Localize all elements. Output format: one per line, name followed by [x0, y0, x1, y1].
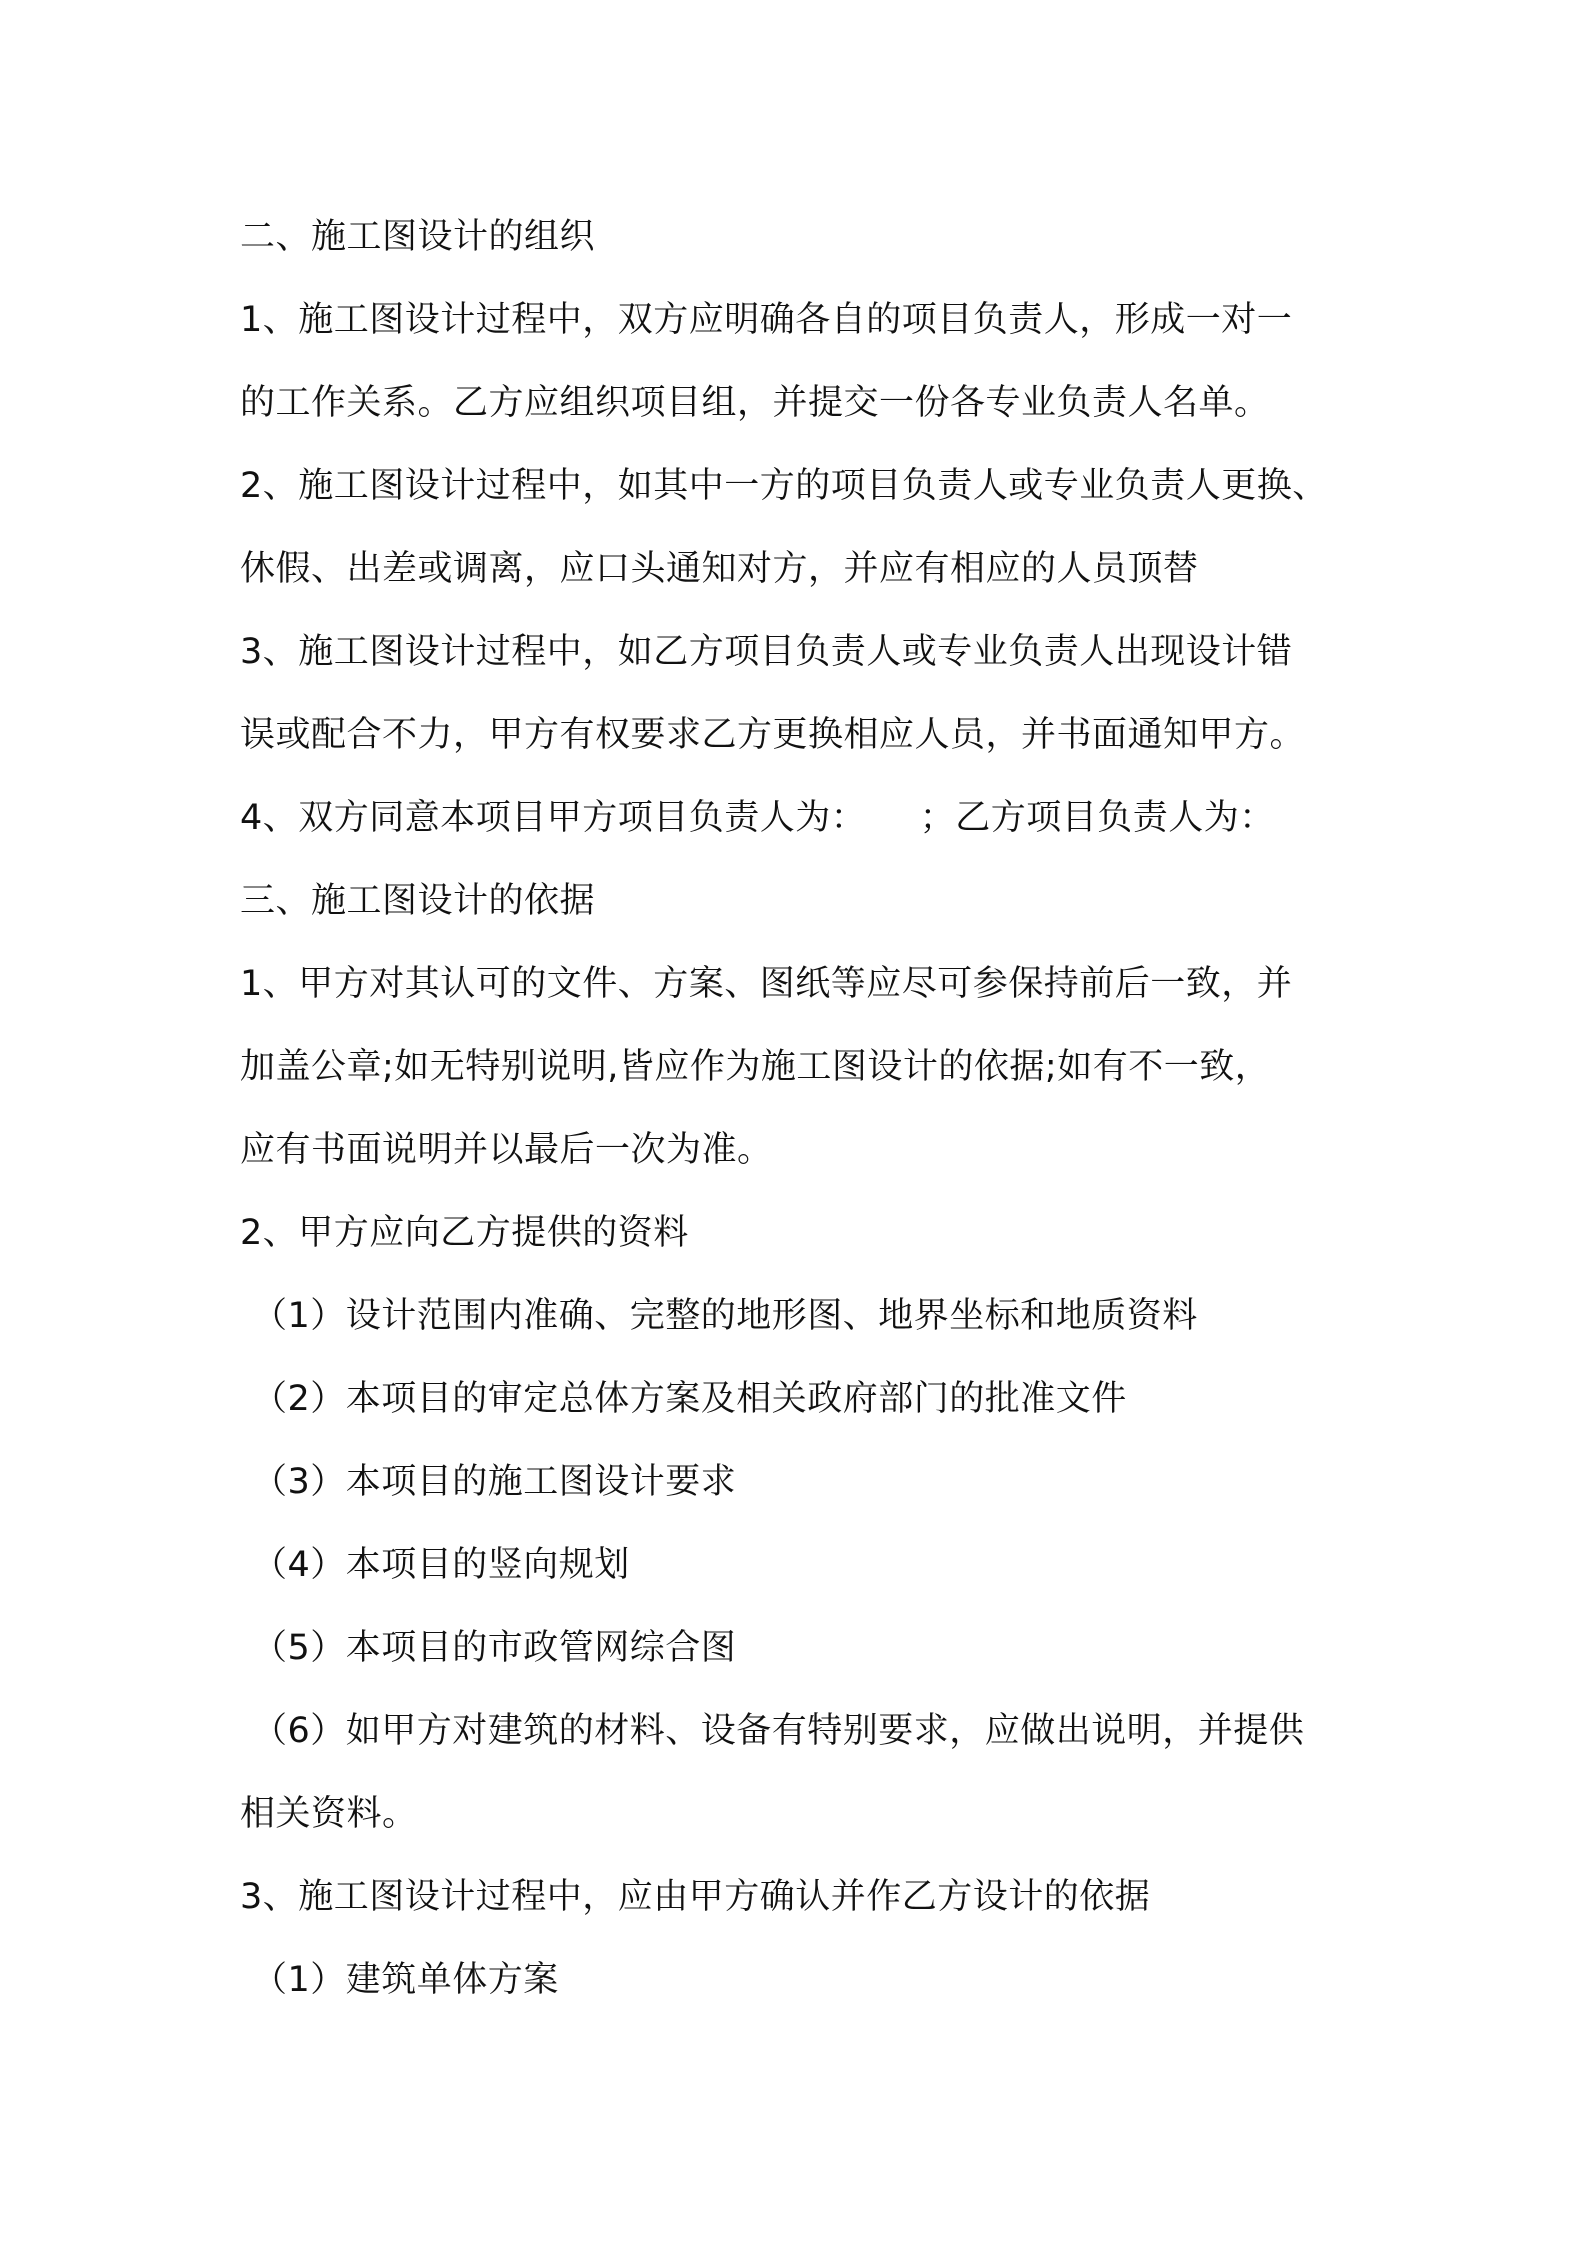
paragraph-line: 2、施工图设计过程中，如其中一方的项目负责人或专业负责人更换、	[240, 466, 1328, 506]
paragraph-line: 3、施工图设计过程中，如乙方项目负责人或专业负责人出现设计错	[240, 632, 1293, 672]
document-body	[240, 196, 1370, 2022]
section-heading: 二、施工图设计的组织	[240, 217, 596, 257]
list-item: （5）本项目的市政管网综合图	[252, 1628, 737, 1668]
list-item: （1）建筑单体方案	[252, 1960, 559, 2000]
paragraph-line: 1、甲方对其认可的文件、方案、图纸等应尽可参保持前后一致，并	[240, 964, 1293, 1004]
list-item: （1）设计范围内准确、完整的地形图、地界坐标和地质资料	[252, 1296, 1198, 1336]
list-item: （2）本项目的审定总体方案及相关政府部门的批准文件	[252, 1379, 1127, 1419]
paragraph-line: 1、施工图设计过程中，双方应明确各自的项目负责人，形成一对一	[240, 300, 1293, 340]
paragraph-line: 误或配合不力，甲方有权要求乙方更换相应人员，并书面通知甲方。	[240, 715, 1306, 755]
list-item: （6）如甲方对建筑的材料、设备有特别要求，应做出说明，并提供	[252, 1711, 1305, 1751]
paragraph-line: 2、甲方应向乙方提供的资料	[240, 1213, 689, 1253]
paragraph-line: 的工作关系。乙方应组织项目组，并提交一份各专业负责人名单。	[240, 383, 1270, 423]
paragraph-line: 休假、出差或调离，应口头通知对方，并应有相应的人员顶替	[240, 549, 1199, 589]
paragraph-line: 4、双方同意本项目甲方项目负责人为： ；乙方项目负责人为：	[240, 798, 1275, 838]
list-item: （3）本项目的施工图设计要求	[252, 1462, 737, 1502]
section-heading: 三、施工图设计的依据	[240, 881, 596, 921]
list-item: （4）本项目的竖向规划	[252, 1545, 630, 1585]
paragraph-line: 应有书面说明并以最后一次为准。	[240, 1130, 773, 1170]
paragraph-line: 3、施工图设计过程中，应由甲方确认并作乙方设计的依据	[240, 1877, 1151, 1917]
paragraph-line: 加盖公章;如无特别说明,皆应作为施工图设计的依据;如有不一致，	[240, 1047, 1271, 1087]
paragraph-line: 相关资料。	[240, 1794, 418, 1834]
